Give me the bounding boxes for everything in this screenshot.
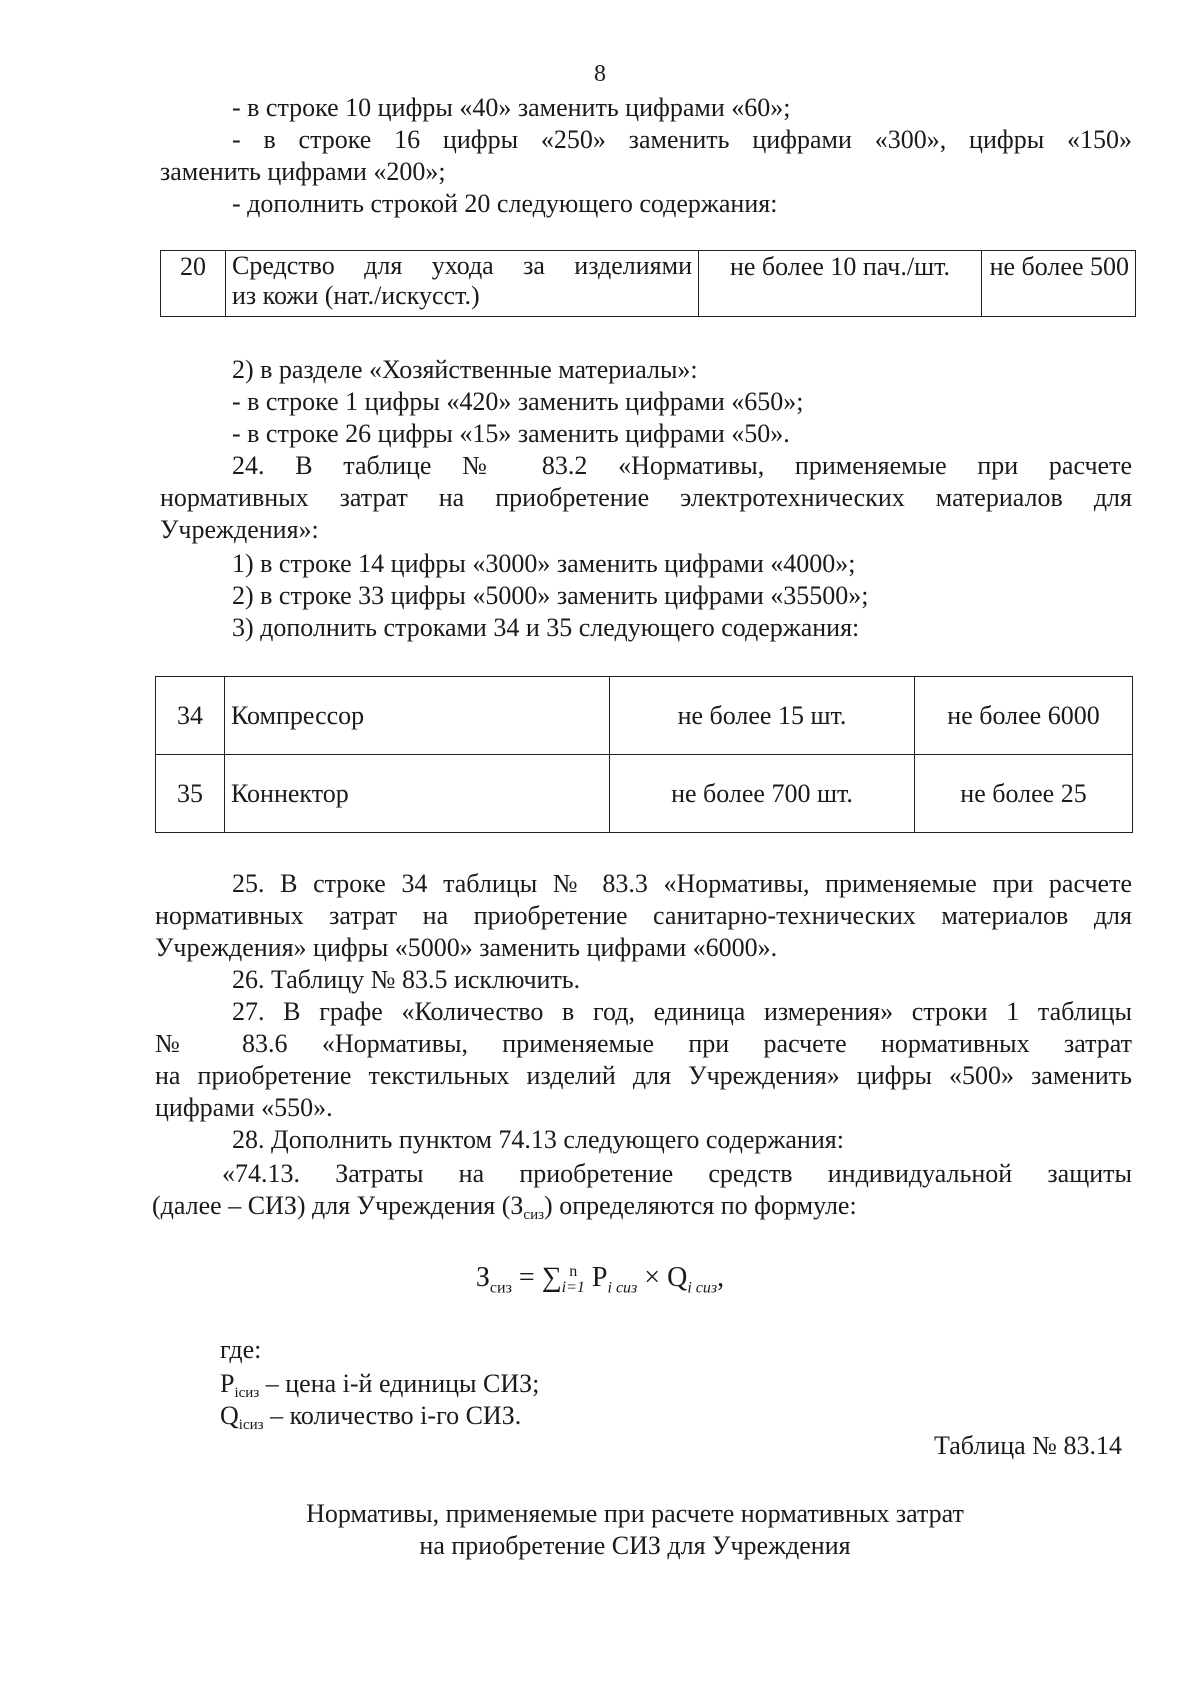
item-name-cell: [226, 251, 699, 317]
item28-line-3-subscript: сиз: [523, 1207, 545, 1223]
table-row-20: [160, 250, 1136, 317]
quantity-cell: не более 15 шт.: [610, 677, 915, 755]
formula-sum-limits: [562, 1264, 585, 1296]
quantity-cell: не более 10 пач./шт.: [699, 251, 982, 317]
where-quantity-definition: [220, 1400, 521, 1441]
item24-line-1: 24. В таблице № 83.2 «Нормативы, применяемые при расчете: [232, 451, 1132, 480]
formula-lhs: З: [475, 1262, 490, 1293]
item28-line-1: 28. Дополнить пунктом 74.13 следующего содержания:: [232, 1125, 844, 1154]
cost-formula: [0, 1262, 1200, 1305]
item28-line-3: [152, 1190, 857, 1231]
item28-line-2: «74.13. Затраты на приобретение средств индивидуальной защиты: [222, 1159, 1132, 1188]
table-rows-34-35: [155, 676, 1133, 833]
price-cell: не более 500: [982, 251, 1136, 317]
formula-lhs-subscript: сиз: [489, 1279, 512, 1297]
price-cell: не более 6000: [915, 677, 1133, 755]
row-number: 35: [156, 755, 225, 833]
item25-line-3: Учреждения» цифры «5000» заменить цифрами «6000».: [155, 933, 778, 962]
item24-sub-1: 1) в строке 14 цифры «3000» заменить цифрами «4000»;: [232, 549, 856, 578]
where-label: где:: [220, 1335, 262, 1364]
section2-line-1: 2) в разделе «Хозяйственные материалы»:: [232, 355, 698, 384]
item24-sub-2: 2) в строке 33 цифры «5000» заменить цифрами «35500»;: [232, 581, 869, 610]
formula-sum-lower: i=1: [561, 1278, 585, 1296]
intro-line-4: - дополнить строкой 20 следующего содержания:: [232, 189, 778, 218]
where-price-subscript: iсиз: [234, 1385, 260, 1401]
item27-line-3: на приобретение текстильных изделий для Учреждения» цифры «500» заменить: [155, 1061, 1132, 1090]
table-row: [156, 677, 1133, 755]
table-title-line-1: Нормативы, применяемые при расчете нормативных затрат: [306, 1499, 964, 1528]
item27-line-1: 27. В графе «Количество в год, единица измерения» строки 1 таблицы: [232, 997, 1132, 1026]
item24-line-3: Учреждения»:: [160, 515, 319, 544]
item28-line-3-text: (далее – СИЗ) для Учреждения (З: [152, 1191, 524, 1220]
where-price-symbol: P: [220, 1369, 235, 1398]
price-cell: не более 25: [915, 755, 1133, 833]
section2-line-2: - в строке 1 цифры «420» заменить цифрами «650»;: [232, 387, 804, 416]
where-quantity-symbol: Q: [220, 1401, 239, 1430]
formula-sum-upper: n: [569, 1262, 578, 1280]
formula-end: ,: [717, 1262, 725, 1293]
where-price-text: – цена i-й единицы СИЗ;: [259, 1369, 540, 1398]
quantity-cell: не более 700 шт.: [610, 755, 915, 833]
formula-price-subscript: i сиз: [607, 1279, 638, 1297]
page-number: 8: [594, 61, 606, 87]
formula-price: P: [584, 1262, 608, 1293]
item27-line-4: цифрами «550».: [155, 1093, 333, 1122]
item26-line: 26. Таблицу № 83.5 исключить.: [232, 965, 581, 994]
intro-line-2: - в строке 16 цифры «250» заменить цифрами «300», цифры «150»: [232, 125, 1132, 154]
formula-sum-sign: = ∑: [511, 1262, 562, 1293]
intro-line-1: - в строке 10 цифры «40» заменить цифрами «60»;: [232, 93, 791, 122]
item25-line-1: 25. В строке 34 таблицы № 83.3 «Нормативы, применяемые при расчете: [232, 869, 1132, 898]
formula-quantity-subscript: i сиз: [687, 1279, 718, 1297]
section2-line-3: - в строке 26 цифры «15» заменить цифрами «50».: [232, 419, 790, 448]
where-quantity-text: – количество i-го СИЗ.: [263, 1401, 522, 1430]
table-row: [156, 755, 1133, 833]
item28-line-3-tail: ) определяются по формуле:: [544, 1191, 857, 1220]
intro-line-3: заменить цифрами «200»;: [160, 157, 446, 186]
row-number: 20: [161, 251, 226, 317]
item24-line-2: нормативных затрат на приобретение электротехнических материалов для: [160, 483, 1132, 512]
where-quantity-subscript: iсиз: [238, 1417, 264, 1433]
item27-line-2: № 83.6 «Нормативы, применяемые при расчете нормативных затрат: [155, 1029, 1132, 1058]
item-name: Коннектор: [225, 755, 610, 833]
item-name-line-1: Средство для ухода за изделиями: [232, 251, 692, 280]
item-name-line-2: из кожи (нат./искусст.): [232, 281, 480, 310]
row-number: 34: [156, 677, 225, 755]
item-name: Компрессор: [225, 677, 610, 755]
formula-quantity: × Q: [637, 1262, 688, 1293]
table-number: Таблица № 83.14: [933, 1431, 1122, 1460]
item25-line-2: нормативных затрат на приобретение санитарно-технических материалов для: [155, 901, 1132, 930]
item24-sub-3: 3) дополнить строками 34 и 35 следующего содержания:: [232, 613, 860, 642]
table-title-line-2: на приобретение СИЗ для Учреждения: [419, 1531, 851, 1560]
